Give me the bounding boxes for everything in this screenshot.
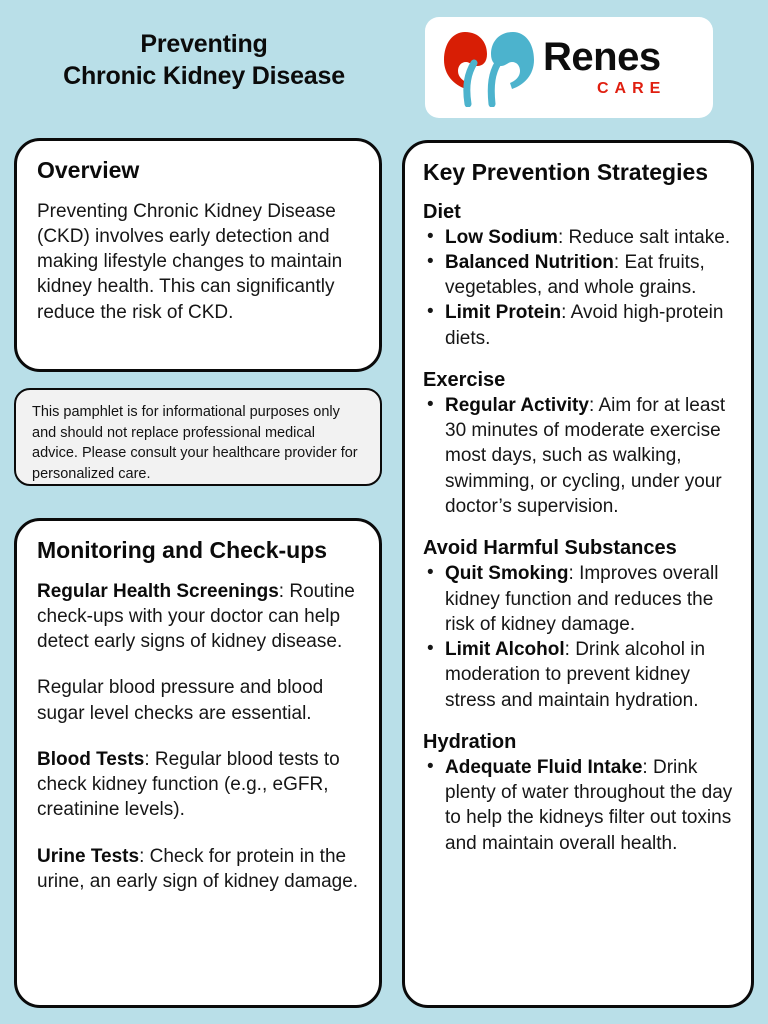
monitoring-item-text: Check for protein in the urine, an early sign of kidney damage. <box>37 845 359 892</box>
bullet-text: Eat fruits, vegetables, and whole grains. <box>445 251 705 299</box>
overview-title: Overview <box>37 157 140 183</box>
prevention-title: Key Prevention Strategies <box>423 159 709 185</box>
bullet-separator: : <box>557 226 569 248</box>
bullet-text: Improves overall kidney function and reduces the risk of kidney damage. <box>445 563 719 635</box>
disclaimer-card <box>14 388 382 486</box>
bullet-separator: : <box>642 756 653 778</box>
list-item <box>423 300 735 351</box>
monitoring-items <box>37 579 359 895</box>
bullet-label: Balanced Nutrition <box>445 251 614 273</box>
bullet-separator: : <box>613 251 625 273</box>
list-item <box>423 225 735 250</box>
bullet-separator: : <box>568 563 580 585</box>
monitoring-card <box>14 518 382 1008</box>
monitoring-item-sep-plain: : <box>278 580 290 602</box>
monitoring-item-label: Urine Tests <box>37 845 140 867</box>
monitoring-title: Monitoring and Check-ups <box>37 537 328 563</box>
page-title <box>14 28 394 92</box>
brand-tagline: CARE <box>597 79 667 97</box>
overview-paragraph: Preventing Chronic Kidney Disease (CKD) involves early detection and making lifestyle changes to maintain kidney health. This can significantly reduce the risk of CKD. <box>37 200 343 323</box>
section-heading-avoid-harmful-substances: Avoid Harmful Substances <box>423 537 677 560</box>
monitoring-item <box>37 675 359 726</box>
bullet-separator: : <box>588 394 599 416</box>
bullet-label: Low Sodium <box>445 226 558 248</box>
bullet-label: Adequate Fluid Intake <box>445 756 643 778</box>
list-item <box>423 250 735 301</box>
monitoring-item-label: Regular Health Screenings <box>37 580 279 602</box>
list-item <box>423 561 735 637</box>
list-item <box>423 393 735 519</box>
bullet-text: Avoid high-protein diets. <box>445 302 724 349</box>
diet-bullet-list <box>423 225 735 351</box>
hydration-bullet-list <box>423 755 735 856</box>
kidneys-icon <box>441 29 537 107</box>
bullet-text: Aim for at least 30 minutes of moderate exercise most days, such as walking, swimming, or cycling, under your doctor’s supervision. <box>445 394 726 517</box>
bullet-text: Reduce salt intake. <box>568 226 731 248</box>
brand-name: Renes <box>543 34 661 79</box>
prevention-strategies-card <box>402 140 754 1008</box>
page-header <box>0 0 768 132</box>
bullet-label: Regular Activity <box>445 394 589 416</box>
section-heading-diet: Diet <box>423 200 461 223</box>
disclaimer-text: This pamphlet is for informational purposes only and should not replace professional medical advice. Please consult your healthcare provider for personalized care. <box>32 404 358 482</box>
bullet-label: Limit Protein <box>445 302 562 324</box>
bullet-separator: : <box>561 302 571 324</box>
monitoring-item <box>37 579 359 655</box>
monitoring-item-sep-plain: : <box>139 845 150 867</box>
page-title-line-2: Chronic Kidney Disease <box>63 62 345 90</box>
list-item <box>423 637 735 713</box>
monitoring-item <box>37 747 359 823</box>
exercise-bullet-list <box>423 393 735 519</box>
bullet-label: Quit Smoking <box>445 563 569 585</box>
section-heading-exercise: Exercise <box>423 368 506 391</box>
avoid-harmful-substances-bullet-list <box>423 561 735 713</box>
bullet-label: Limit Alcohol <box>445 639 565 661</box>
list-item <box>423 755 735 856</box>
monitoring-item-text: Routine check-ups with your doctor can help detect early signs of kidney disease. <box>37 580 355 653</box>
monitoring-item-sep-plain: : <box>144 748 155 770</box>
page-title-line-1: Preventing <box>140 30 268 58</box>
overview-card <box>14 138 382 372</box>
monitoring-item-text: Regular blood pressure and blood sugar level checks are essential. <box>37 677 324 724</box>
bullet-text: Drink plenty of water throughout the day to help the kidneys filter out toxins and maintain overall health. <box>445 756 733 854</box>
monitoring-item <box>37 844 359 895</box>
monitoring-item-text: Regular blood tests to check kidney function (e.g., eGFR, creatinine levels). <box>37 748 340 821</box>
brand-logo-card <box>425 17 713 118</box>
bullet-separator: : <box>564 639 576 661</box>
bullet-text: Drink alcohol in moderation to prevent kidney stress and maintain hydration. <box>445 639 706 711</box>
monitoring-item-label: Blood Tests <box>37 748 145 770</box>
section-heading-hydration: Hydration <box>423 730 517 753</box>
